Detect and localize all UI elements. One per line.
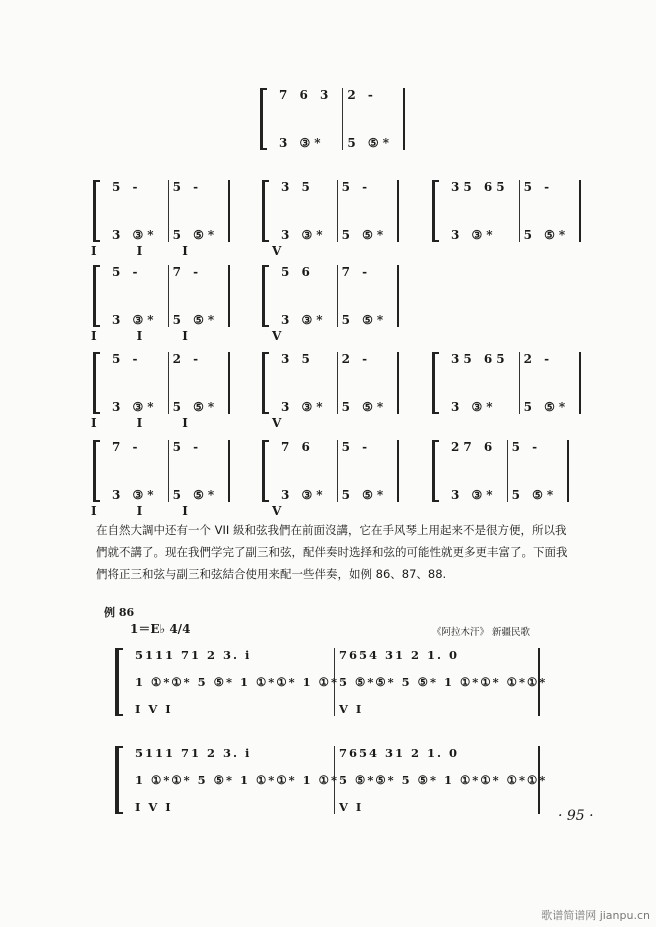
melody-notes: 7654 31 2 1. 0 <box>339 648 460 662</box>
upper-notes: 3 5 <box>281 180 314 194</box>
upper-notes: 5 - <box>511 440 542 454</box>
chord-group <box>432 180 581 242</box>
brace-bracket <box>93 265 100 327</box>
lower-notes: 3 ③* <box>451 228 497 242</box>
lower-notes: 5 ⑤* <box>347 136 393 150</box>
upper-notes: 5 - <box>112 352 142 366</box>
brace-bracket <box>262 265 269 327</box>
measure <box>108 265 169 327</box>
song-source: 《阿拉木汗》 新疆民歌 <box>432 627 531 638</box>
accompaniment-notes: 1 ①*①* 5 ⑤* 1 ①*①* 1 ①* <box>135 675 339 689</box>
brace-bracket <box>93 180 100 242</box>
chord-numerals: V I <box>339 800 364 814</box>
brace-bracket <box>260 88 267 150</box>
brace-bracket <box>262 180 269 242</box>
measure <box>338 180 400 242</box>
upper-notes: 5 - <box>341 180 372 194</box>
measure <box>520 180 582 242</box>
upper-notes: 5 - <box>523 180 554 194</box>
chord-numerals: III V <box>91 504 322 518</box>
brace-bracket <box>115 648 123 716</box>
measure <box>108 440 169 502</box>
lower-notes: 3 ③* <box>281 400 327 414</box>
lower-notes: 3 ③* <box>451 400 497 414</box>
upper-notes: 5 - <box>172 180 203 194</box>
upper-notes: 27 6 <box>451 440 497 454</box>
measure <box>131 746 339 814</box>
measure <box>338 265 400 327</box>
lower-notes: 5 ⑤* <box>341 400 388 414</box>
score-system <box>115 746 548 814</box>
lower-notes: 5 ⑤* <box>172 488 219 502</box>
measure <box>338 440 400 502</box>
lower-notes: 5 ⑤* <box>523 400 570 414</box>
chord-group <box>432 440 569 502</box>
upper-notes: 5 - <box>112 265 142 279</box>
measure <box>343 88 405 150</box>
brace-bracket <box>93 440 100 502</box>
brace-bracket <box>432 180 439 242</box>
measure <box>277 440 338 502</box>
melody-notes: 5111 71 2 3. i <box>135 648 252 662</box>
upper-notes: 2 - <box>172 352 203 366</box>
lower-notes: 5 ⑤* <box>172 313 219 327</box>
upper-notes: 7 6 <box>281 440 314 454</box>
measure <box>520 352 582 414</box>
melody-notes: 5111 71 2 3. i <box>135 746 252 760</box>
lower-notes: 3 ③* <box>451 488 497 502</box>
measure <box>447 180 520 242</box>
measure <box>277 265 338 327</box>
chord-group <box>262 180 399 242</box>
upper-notes: 3 5 <box>281 352 314 366</box>
lower-notes: 5 ⑤* <box>172 228 219 242</box>
accompaniment-notes: 5 ⑤*⑤* 5 ⑤* 1 ①*①* ①*①* <box>339 773 548 787</box>
lower-notes: 5 ⑤* <box>172 400 219 414</box>
lower-notes: 3 ③* <box>281 488 327 502</box>
measure <box>447 440 508 502</box>
chord-group <box>93 352 230 414</box>
lower-notes: 5 ⑤* <box>523 228 570 242</box>
measure <box>169 180 231 242</box>
lower-notes: 3 ③* <box>112 488 158 502</box>
measure <box>275 88 343 150</box>
upper-notes: 7 - <box>172 265 203 279</box>
measure <box>131 648 339 716</box>
measure <box>169 352 231 414</box>
watermark: 歌谱简谱网 jianpu.cn <box>541 909 650 922</box>
chord-group <box>93 180 230 242</box>
chord-numerals: I V I <box>135 800 173 814</box>
chord-numerals: III V <box>91 416 322 430</box>
brace-bracket <box>262 440 269 502</box>
measure <box>335 746 548 814</box>
chord-numerals: V I <box>339 702 364 716</box>
measure <box>277 352 338 414</box>
brace-bracket <box>432 352 439 414</box>
chord-group <box>262 265 399 327</box>
chord-numerals: III V <box>91 329 322 343</box>
upper-notes: 7 6 3 <box>279 88 333 102</box>
chord-group <box>262 352 399 414</box>
key-signature: 1＝E♭ 4/4 <box>130 622 191 636</box>
body-paragraph: 在自然大調中还有一个 VII 級和弦我們在前面沒講，它在手风琴上用起来不是很方便，所以我們就不講了。现在我們学完了副三和弦，配伴奏时选择和弦的可能性就更多更丰富了。下面我們将正三和弦与副三和弦結合使用来配一些伴奏，如例 86、87、88. <box>96 523 568 581</box>
brace-bracket <box>432 440 439 502</box>
measure <box>169 440 231 502</box>
chord-group <box>432 352 581 414</box>
brace-bracket <box>93 352 100 414</box>
lower-notes: 3 ③* <box>281 313 327 327</box>
upper-notes: 35 65 <box>451 180 509 194</box>
upper-notes: 2 - <box>341 352 372 366</box>
lower-notes: 3 ③* <box>112 228 158 242</box>
chord-numerals: III V <box>91 244 322 258</box>
brace-bracket <box>115 746 123 814</box>
measure <box>277 180 338 242</box>
upper-notes: 2 - <box>347 88 377 102</box>
lower-notes: 3 ③* <box>279 136 325 150</box>
lower-notes: 5 ⑤* <box>341 228 388 242</box>
measure <box>108 180 169 242</box>
measure <box>447 352 520 414</box>
measure <box>508 440 570 502</box>
upper-notes: 5 - <box>172 440 203 454</box>
chord-group <box>262 440 399 502</box>
chord-group <box>260 88 405 150</box>
lower-notes: 3 ③* <box>112 400 158 414</box>
chord-numerals: I V I <box>135 702 173 716</box>
lower-notes: 5 ⑤* <box>341 313 388 327</box>
upper-notes: 5 - <box>112 180 142 194</box>
measure <box>169 265 231 327</box>
lower-notes: 5 ⑤* <box>511 488 558 502</box>
upper-notes: 7 - <box>112 440 142 454</box>
measure <box>335 648 548 716</box>
chord-group <box>93 265 230 327</box>
melody-notes: 7654 31 2 1. 0 <box>339 746 460 760</box>
brace-bracket <box>262 352 269 414</box>
upper-notes: 5 - <box>341 440 372 454</box>
lower-notes: 5 ⑤* <box>341 488 388 502</box>
lower-notes: 3 ③* <box>281 228 327 242</box>
accompaniment-notes: 1 ①*①* 5 ⑤* 1 ①*①* 1 ①* <box>135 773 339 787</box>
page-number: · 95 · <box>558 808 594 824</box>
upper-notes: 5 6 <box>281 265 314 279</box>
lower-notes: 3 ③* <box>112 313 158 327</box>
measure <box>108 352 169 414</box>
accompaniment-notes: 5 ⑤*⑤* 5 ⑤* 1 ①*①* ①*①* <box>339 675 548 689</box>
upper-notes: 7 - <box>341 265 372 279</box>
upper-notes: 35 65 <box>451 352 509 366</box>
score-system <box>115 648 548 716</box>
example-label: 例 86 <box>104 606 135 619</box>
measure <box>338 352 400 414</box>
chord-group <box>93 440 230 502</box>
upper-notes: 2 - <box>523 352 554 366</box>
